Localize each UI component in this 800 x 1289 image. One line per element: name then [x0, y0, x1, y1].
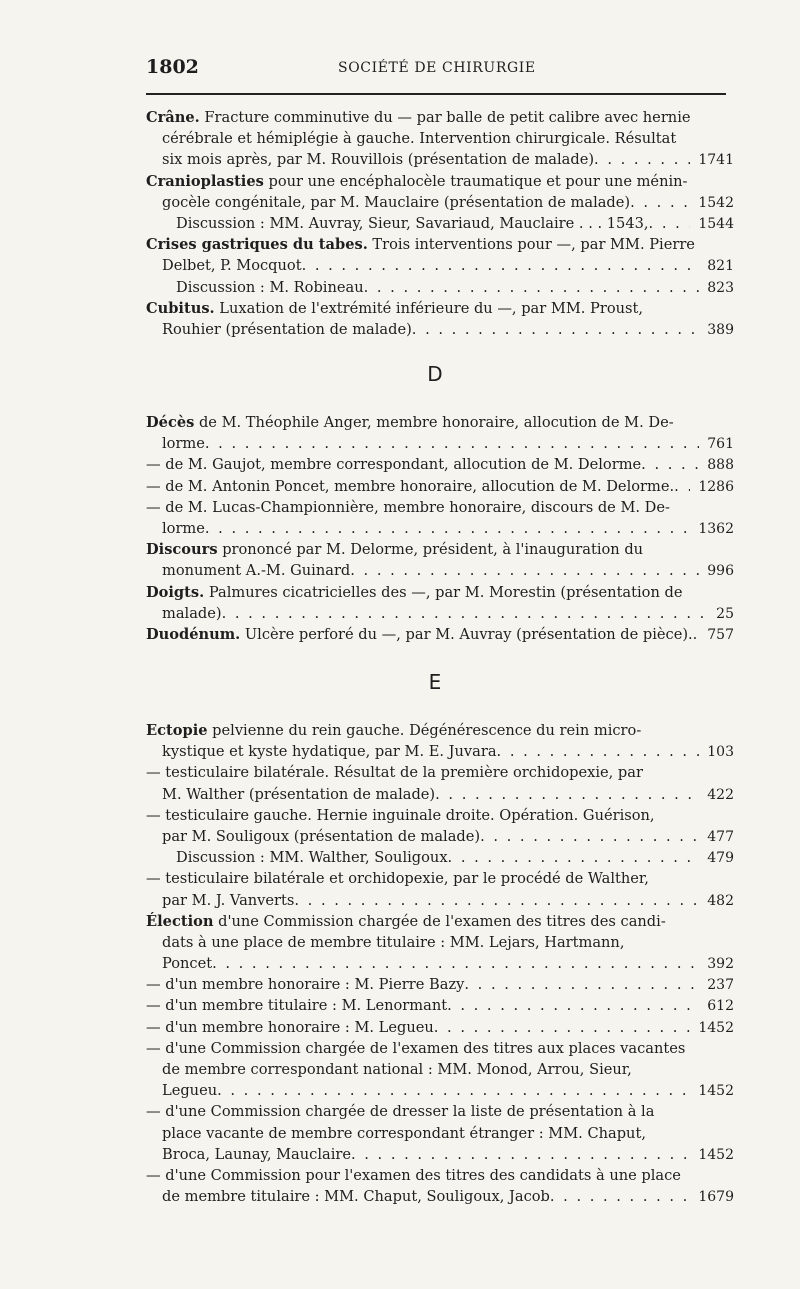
page-reference: 996 — [707, 563, 734, 580]
page-reference: 1452 — [698, 1019, 734, 1036]
index-entry-line — [146, 1038, 734, 1059]
index-entry-line — [146, 868, 734, 889]
dot-leader — [480, 826, 699, 847]
entry-text: lorme — [162, 435, 205, 453]
entry-keyword: Crâne. — [146, 109, 200, 126]
index-entry-line — [146, 1059, 734, 1080]
entry-text: Legueu — [162, 1082, 218, 1100]
entry-text: dats à une place de membre titulaire : MM. Lejars, Hartmann, — [162, 933, 625, 951]
section-e-entries — [146, 720, 734, 1207]
index-entry-line — [146, 890, 734, 911]
dot-leader — [464, 974, 699, 995]
entry-text: Discussion : M. Robineau — [176, 278, 364, 296]
index-entry-line — [146, 128, 734, 149]
dot-leader — [550, 1186, 690, 1207]
entry-text: prononcé par M. Delorme, président, à l'inauguration du — [217, 541, 644, 559]
entry-text: Poncet — [162, 955, 213, 973]
entry-text: Rouhier (présentation de malade) — [162, 320, 412, 338]
section-c-entries — [146, 107, 734, 340]
entry-text: de membre correspondant national : MM. Monod, Arrou, Sieur, — [162, 1061, 632, 1078]
entry-text: — d'une Commission chargée de l'examen des titres aux places vacantes — [146, 1039, 686, 1057]
index-entry-line — [146, 1123, 734, 1144]
dot-leader — [351, 1144, 690, 1165]
index-entry-line — [146, 784, 734, 805]
dot-leader — [212, 953, 699, 974]
entry-text: par M. J. Vanverts — [162, 891, 295, 909]
page-reference: 1286 — [698, 478, 734, 495]
entry-text: Luxation de l'extrémité inférieure du —, par MM. Proust, — [214, 299, 644, 317]
page-reference: 392 — [707, 956, 734, 973]
index-entry-line — [146, 953, 734, 974]
page-number: 1802 — [146, 56, 199, 78]
index-entry-line — [146, 1186, 734, 1207]
dot-leader — [649, 213, 691, 234]
page-reference: 237 — [707, 977, 734, 994]
entry-text: — de M. Gaujot, membre correspondant, allocution de M. Delorme — [146, 456, 642, 474]
page-reference: 25 — [716, 605, 734, 622]
entry-text: d'une Commission chargée de l'examen des titres des candi- — [213, 912, 666, 930]
index-entry-line — [146, 1017, 734, 1038]
dot-leader — [412, 319, 699, 340]
index-entry-line — [146, 720, 734, 741]
entry-text: Palmures cicatricielles des —, par M. Morestin (présentation de — [204, 583, 683, 601]
dot-leader — [448, 847, 700, 868]
entry-text: gocèle congénitale, par M. Mauclaire (présentation de malade) — [162, 193, 631, 211]
index-entry-line — [146, 412, 734, 433]
index-entry-line — [146, 741, 734, 762]
page-reference: 1544 — [698, 215, 734, 232]
entry-text: Ulcère perforé du —, par M. Auvray (présentation de pièce). — [240, 625, 693, 643]
page-reference: 479 — [707, 850, 734, 867]
dot-leader — [630, 192, 690, 213]
index-entry-line — [146, 624, 734, 645]
entry-text: Broca, Launay, Mauclaire — [162, 1145, 351, 1163]
entry-text: Delbet, P. Mocquot — [162, 257, 302, 275]
index-entry-line — [146, 762, 734, 783]
index-entry-line — [146, 539, 734, 560]
dot-leader — [434, 1017, 691, 1038]
dot-leader — [222, 603, 709, 624]
entry-text: de M. Théophile Anger, membre honoraire, allocution de M. De- — [194, 414, 674, 431]
page-reference: 612 — [707, 998, 734, 1015]
entry-text: — testiculaire bilatérale et orchidopexie, par le procédé de Walther, — [146, 870, 649, 888]
entry-keyword: Discours — [146, 541, 218, 559]
page-reference: 761 — [707, 436, 734, 453]
page-reference: 1741 — [698, 152, 734, 169]
page-reference: 103 — [707, 744, 734, 761]
entry-text: Discussion : MM. Walther, Souligoux — [176, 849, 448, 867]
index-entry-line — [146, 805, 734, 826]
dot-leader — [693, 624, 700, 645]
index-entry-line — [146, 518, 734, 539]
index-entry-line — [146, 911, 734, 932]
entry-text: pour une encéphalocèle traumatique et pour une ménin- — [263, 172, 688, 190]
dot-leader — [497, 741, 700, 762]
entry-text: — d'une Commission chargée de dresser la liste de présentation à la — [146, 1103, 655, 1121]
entry-text: — testiculaire bilatérale. Résultat de la première orchidopexie, par — [146, 764, 643, 782]
entry-keyword: Crises gastriques du tabes. — [146, 236, 368, 254]
dot-leader — [205, 518, 690, 539]
page-reference: 1679 — [698, 1189, 734, 1206]
page-reference: 482 — [707, 892, 734, 909]
index-entry-line — [146, 497, 734, 518]
entry-text: — d'un membre honoraire : M. Legueu — [146, 1018, 434, 1036]
entry-text: — de M. Antonin Poncet, membre honoraire, allocution de M. Delorme. — [146, 477, 675, 495]
page-reference: 1452 — [698, 1083, 734, 1100]
dot-leader — [350, 560, 699, 581]
index-entry-line — [146, 277, 734, 298]
entry-text: M. Walther (présentation de malade) — [162, 785, 436, 803]
entry-keyword: Élection — [146, 912, 214, 930]
dot-leader — [447, 995, 699, 1016]
header-rule — [146, 93, 726, 95]
dot-leader — [217, 1080, 690, 1101]
entry-text: pelvienne du rein gauche. Dégénérescence du rein micro- — [207, 722, 642, 739]
entry-text: place vacante de membre correspondant étranger : MM. Chaput, — [162, 1124, 646, 1142]
section-letter-e: E — [428, 670, 442, 694]
index-entry-line — [146, 454, 734, 475]
dot-leader — [294, 890, 699, 911]
index-entry-line — [146, 1080, 734, 1101]
entry-text: par M. Souligoux (présentation de malade) — [162, 827, 481, 845]
dot-leader — [674, 476, 690, 497]
entry-keyword: Cranioplasties — [146, 172, 264, 190]
entry-text: de membre titulaire : MM. Chaput, Souligoux, Jacob — [162, 1188, 550, 1206]
index-entry-line — [146, 433, 734, 454]
index-entry-line — [146, 149, 734, 170]
entry-text: monument A.-M. Guinard — [162, 562, 351, 580]
entry-text: cérébrale et hémiplégie à gauche. Intervention chirurgicale. Résultat — [162, 130, 677, 148]
index-entry-line — [146, 1165, 734, 1186]
dot-leader — [205, 433, 699, 454]
entry-keyword: Décès — [146, 414, 195, 431]
dot-leader — [594, 149, 690, 170]
page-reference: 1542 — [698, 194, 734, 211]
index-entry-line — [146, 298, 734, 319]
index-entry-line — [146, 1144, 734, 1165]
entry-keyword: Ectopie — [146, 722, 208, 739]
page-reference: 1452 — [698, 1146, 734, 1163]
page-reference: 477 — [707, 828, 734, 845]
dot-leader — [302, 255, 700, 276]
dot-leader — [641, 454, 699, 475]
entry-text: kystique et kyste hydatique, par M. E. Juvara — [162, 743, 497, 761]
section-letter-d: D — [427, 362, 443, 386]
entry-keyword: Cubitus. — [146, 299, 215, 317]
page-reference: 823 — [707, 279, 734, 296]
section-d-entries — [146, 412, 734, 645]
page-reference: 1362 — [698, 520, 734, 537]
index-entry-line — [146, 213, 734, 234]
index-entry-line — [146, 582, 734, 603]
running-head: SOCIÉTÉ DE CHIRURGIE — [338, 60, 536, 76]
index-entry-line — [146, 476, 734, 497]
index-entry-line — [146, 192, 734, 213]
page-reference: 821 — [707, 258, 734, 275]
index-entry-line — [146, 995, 734, 1016]
page-reference: 422 — [707, 786, 734, 803]
entry-text: — d'un membre honoraire : M. Pierre Bazy — [146, 976, 465, 994]
index-entry-line — [146, 932, 734, 953]
dot-leader — [435, 784, 699, 805]
page-reference: 757 — [707, 626, 734, 643]
index-entry-line — [146, 603, 734, 624]
entry-text: malade) — [162, 604, 222, 622]
index-entry-line — [146, 1101, 734, 1122]
entry-text: six mois après, par M. Rouvillois (présentation de malade) — [162, 151, 595, 169]
entry-text: lorme — [162, 519, 205, 537]
index-entry-line — [146, 847, 734, 868]
entry-text: — d'une Commission pour l'examen des titres des candidats à une place — [146, 1166, 681, 1184]
entry-text: Trois interventions pour —, par MM. Pierre — [367, 236, 695, 254]
entry-keyword: Duodénum. — [146, 625, 241, 643]
index-entry-line — [146, 319, 734, 340]
index-entry-line — [146, 171, 734, 192]
entry-text: Fracture comminutive du — par balle de petit calibre avec hernie — [199, 109, 691, 126]
index-entry-line — [146, 255, 734, 276]
entry-text: — de M. Lucas-Championnière, membre honoraire, discours de M. De- — [146, 498, 670, 516]
page-reference: 888 — [707, 457, 734, 474]
index-entry-line — [146, 234, 734, 255]
entry-text: — d'un membre titulaire : M. Lenormant — [146, 997, 448, 1015]
entry-keyword: Doigts. — [146, 583, 205, 601]
index-entry-line — [146, 560, 734, 581]
entry-text: Discussion : MM. Auvray, Sieur, Savariaud, Mauclaire . . . 1543, — [176, 214, 649, 232]
entry-text: — testiculaire gauche. Hernie inguinale droite. Opération. Guérison, — [146, 806, 655, 824]
index-entry-line — [146, 107, 734, 128]
dot-leader — [364, 277, 700, 298]
page-reference: 389 — [707, 321, 734, 338]
index-entry-line — [146, 826, 734, 847]
index-entry-line — [146, 974, 734, 995]
